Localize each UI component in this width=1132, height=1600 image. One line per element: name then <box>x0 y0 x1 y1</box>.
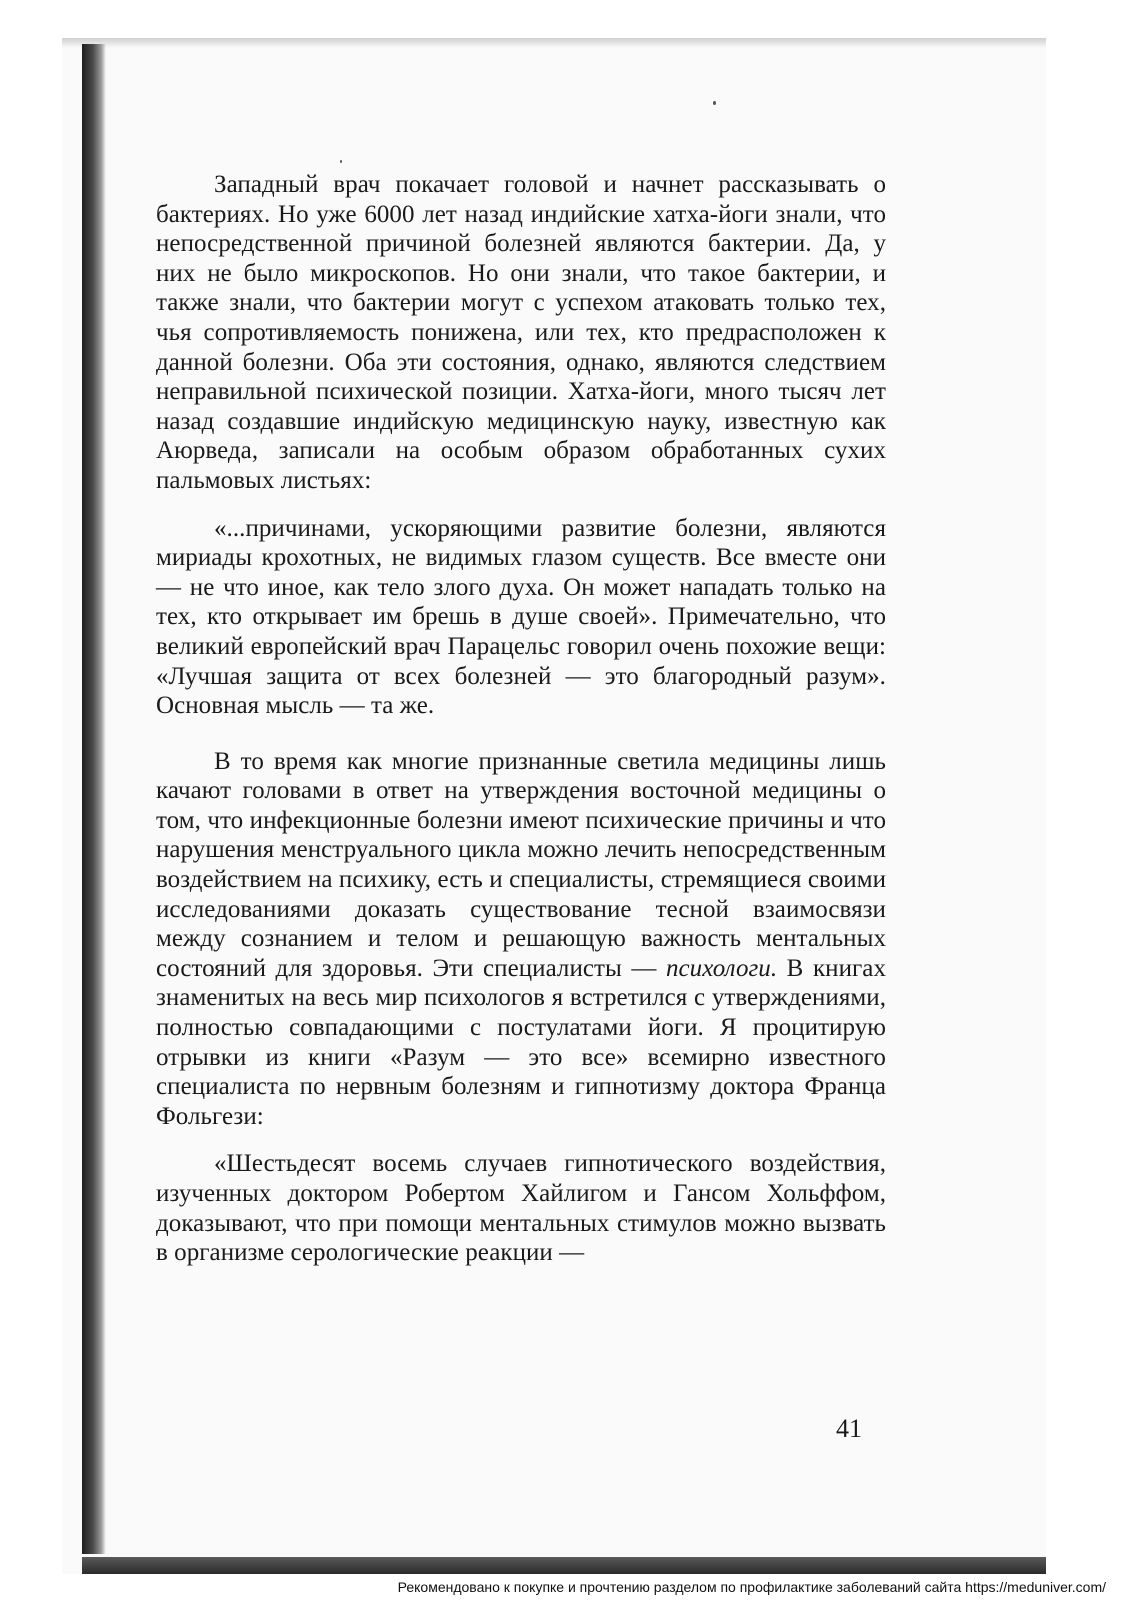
book-binding-shadow <box>82 44 106 1554</box>
italic-term: психологи. <box>665 954 778 982</box>
page-top-edge <box>62 38 1046 48</box>
paragraph-4-quote: «Шестьдесят восемь случаев гипнотического воздействия, изученных доктором Робертом Хайлигом и Гансом Хольффом, доказывают, что при помощи ментальных стимулов можно вызвать в организме серологические реакции — <box>156 1150 886 1267</box>
page-bottom-shadow <box>82 1557 1046 1574</box>
paragraph-3-text: В то время как многие признанные светила медицины лишь качают головами в ответ на утверждения восточной медицины о том, что инфекционные болезни имеют психические причины и что нарушения менструального цикла можно лечить непосредственным воздействием на психику, есть и специалисты, стремящиеся своими исследованиями доказать существование тесной взаимосвязи между сознанием и телом и решающую важность ментальных состояний для здоровья. Эти специалисты — <box>156 747 886 982</box>
scan-speck <box>713 101 716 105</box>
paragraph-2-quote: «...причинами, ускоряющими развитие болезни, являются мириады крохотных, не видимых глазом существ. Все вместе они — не что иное, как тело злого духа. Он может нападать только на тех, кто открывает им брешь в душе своей». Примечательно, что великий европейский врач Парацельс говорил очень похожие вещи: «Лучшая защита от всех болезней — это благородный разум». Основная мысль — та же. <box>156 514 886 720</box>
body-text <box>156 170 886 1268</box>
page-number: 41 <box>836 1414 862 1443</box>
paragraph-3 <box>156 747 886 1132</box>
paragraph-1: Западный врач покачает головой и начнет рассказывать о бактериях. Но уже 6000 лет назад индийские хатха-йоги знали, что непосредственной причиной болезней являются бактерии. Да, у них не было микроскопов. Но они знали, что такое бактерии, и также знали, что бактерии могут с успехом атаковать только тех, чья сопротивляемость понижена, или тех, кто предрасположен к данной болезни. Оба эти состояния, однако, являются следствием неправильной психической позиции. Хатха-йоги, много тысяч лет назад создавшие индийскую медицинскую науку, известную как Аюрведа, записали на особым образом обработанных сухих пальмовых листьях: <box>156 171 886 494</box>
paragraph-3-text-continued: В книгах знаменитых на весь мир психологов я встретился с утверждениями, полностью совпадающими с постулатами йоги. Я процитирую отрывки из книги «Разум — это все» всемирно известного специалиста по нервным болезням и гипнотизму доктора Франца Фольгези: <box>156 954 886 1130</box>
footer-notice: Рекомендовано к покупке и прочтению разделом по профилактике заболеваний сайта https://meduniver.com/ <box>397 1579 1106 1595</box>
scan-speck <box>340 160 342 163</box>
